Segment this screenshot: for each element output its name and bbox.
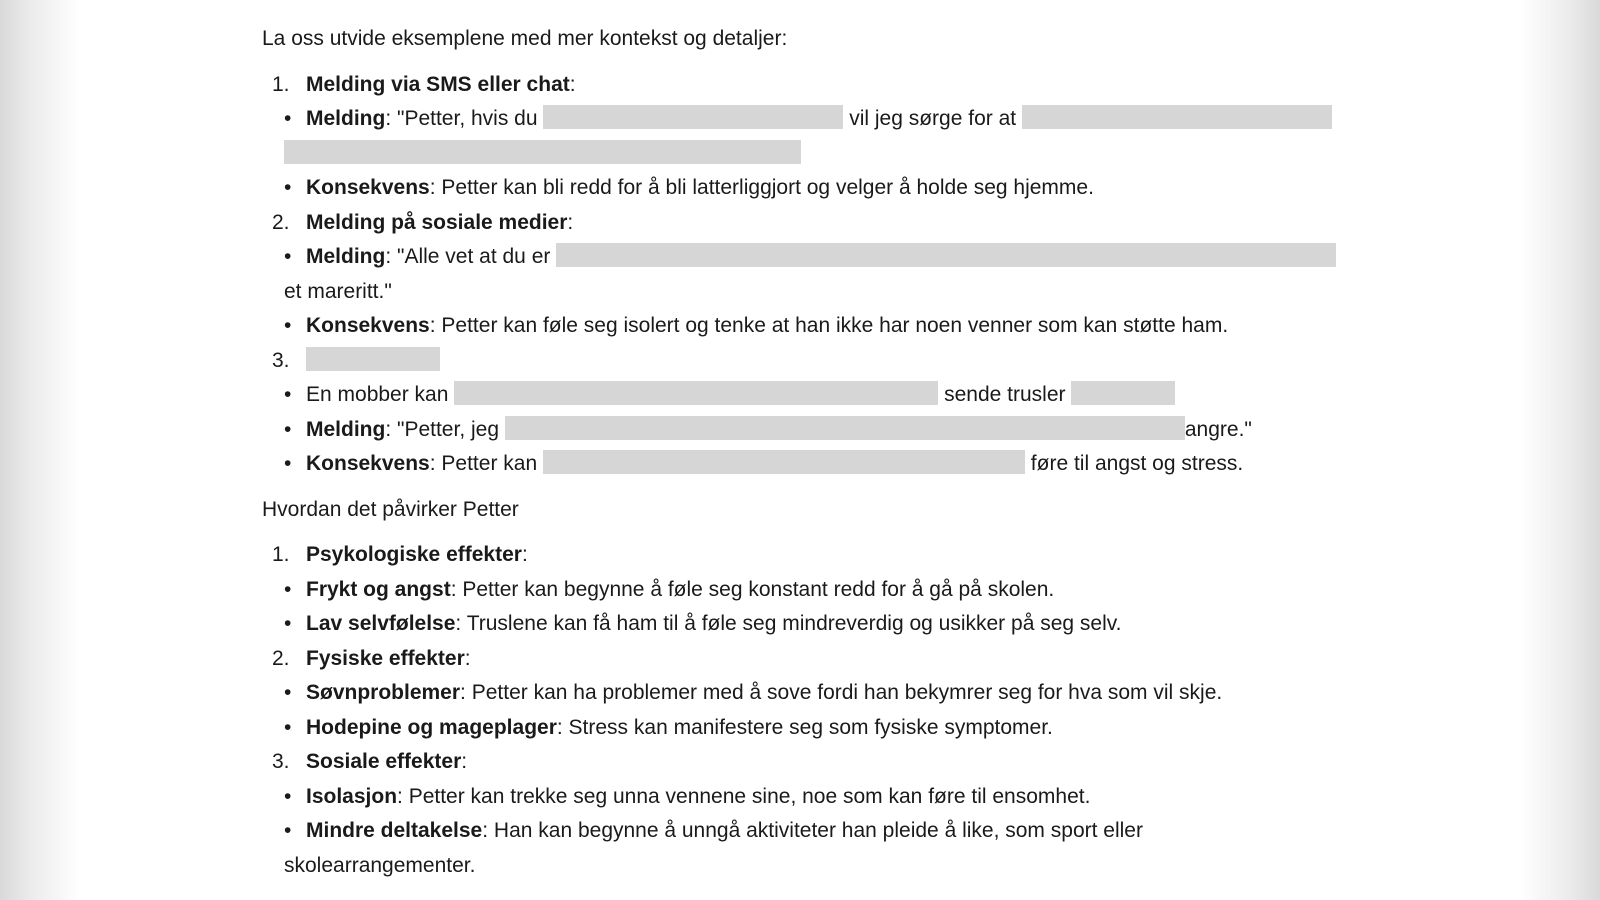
list-heading: Melding via SMS eller chat	[306, 72, 570, 96]
item-text: : Petter kan ha problemer med å sove fordi han bekymrer seg for hva som vil skje.	[460, 681, 1223, 704]
list-item	[262, 447, 1422, 482]
item-text: : Petter kan føle seg isolert og tenke at han ikke har noen venner som kan støtte ham.	[429, 314, 1229, 337]
item-text: : Petter kan	[429, 452, 543, 475]
list-item	[262, 711, 1422, 746]
list-item	[262, 573, 1422, 608]
bullet	[262, 413, 306, 448]
list-item-continuation: et mareritt."	[284, 279, 392, 303]
item-text: : Han kan begynne å unngå aktiviteter han pleide å like, som sport eller	[482, 819, 1143, 842]
redaction-block	[556, 243, 1336, 267]
bullet	[262, 676, 306, 711]
redaction-block	[505, 416, 1185, 440]
list-item	[262, 642, 1422, 677]
list-item	[262, 309, 1422, 344]
list-item	[262, 538, 1422, 573]
bullet	[262, 447, 306, 482]
list-item	[262, 206, 1422, 241]
item-label: Søvnproblemer	[306, 681, 461, 704]
list-item	[262, 745, 1422, 780]
bullet	[262, 711, 306, 746]
item-text: vil jeg sørge for at	[843, 107, 1022, 130]
examples-list	[262, 68, 1422, 482]
list-item	[262, 68, 1422, 103]
item-label: Mindre deltakelse	[306, 819, 483, 842]
item-text: : Petter kan trekke seg unna vennene sine, noe som kan føre til ensomhet.	[397, 784, 1091, 808]
intro-paragraph: La oss utvide eksemplene med mer kontekst og detaljer:	[262, 27, 788, 50]
item-label: Frykt og angst	[306, 577, 451, 601]
list-number: 2.	[272, 210, 290, 234]
bullet	[262, 814, 306, 849]
item-text: En mobber kan	[306, 383, 455, 406]
item-text: : Petter kan begynne å føle seg konstant redd for å gå på skolen.	[450, 577, 1055, 601]
colon: :	[521, 543, 528, 566]
bullet	[262, 378, 306, 413]
list-item-continuation	[262, 137, 1422, 172]
list-number: 3.	[272, 750, 290, 773]
colon: :	[464, 646, 471, 670]
item-label: Hodepine og mageplager	[306, 715, 557, 739]
item-label: Konsekvens	[306, 452, 430, 475]
effects-heading: Hvordan det påvirker Petter	[262, 497, 519, 521]
bullet	[262, 240, 306, 275]
list-item	[262, 344, 1422, 379]
bullet	[262, 573, 306, 608]
item-text: : Truslene kan få ham til å føle seg mindreverdig og usikker på seg selv.	[455, 612, 1122, 635]
item-label: Konsekvens	[306, 176, 430, 199]
item-text: : Petter kan bli redd for å bli latterliggjort og velger å holde seg hjemme.	[429, 176, 1094, 199]
redaction-block	[306, 347, 440, 371]
right-edge-shadow	[1520, 0, 1600, 900]
list-item	[262, 413, 1422, 448]
list-item	[262, 607, 1422, 642]
list-heading: Fysiske effekter	[306, 646, 465, 670]
item-label: Melding	[306, 417, 386, 441]
list-item	[262, 171, 1422, 206]
redaction-block	[1022, 105, 1332, 129]
item-text: : "Alle vet at du er	[385, 245, 557, 268]
redaction-block	[543, 105, 843, 129]
item-text: føre til angst og stress.	[1024, 452, 1244, 475]
list-item	[262, 814, 1422, 849]
list-heading: Psykologiske effekter	[306, 543, 522, 566]
effects-list	[262, 538, 1422, 883]
list-item	[262, 378, 1422, 413]
left-edge-shadow	[0, 0, 80, 900]
item-label: Konsekvens	[306, 314, 430, 337]
bullet	[262, 102, 306, 137]
list-number: 1.	[272, 72, 290, 96]
bullet	[262, 607, 306, 642]
list-number: 2.	[272, 646, 290, 670]
list-number: 1.	[272, 543, 290, 566]
list-item	[262, 240, 1422, 275]
list-heading: Sosiale effekter	[306, 750, 462, 773]
bullet	[262, 309, 306, 344]
item-label: Melding	[306, 245, 386, 268]
colon: :	[461, 750, 468, 773]
redaction-block	[454, 381, 938, 405]
item-label: Isolasjon	[306, 784, 398, 808]
list-item-continuation: skolearrangementer.	[284, 853, 476, 877]
redaction-block	[284, 140, 801, 164]
redaction-block	[1071, 381, 1175, 405]
item-text: : Stress kan manifestere seg som fysiske symptomer.	[556, 715, 1053, 739]
colon: :	[567, 210, 574, 234]
item-text: angre."	[1184, 417, 1252, 441]
item-text: sende trusler	[938, 383, 1072, 406]
list-item	[262, 676, 1422, 711]
list-number: 3.	[272, 348, 290, 372]
item-text: : "Petter, jeg	[385, 417, 505, 441]
document-body	[262, 22, 1422, 883]
list-heading: Melding på sosiale medier	[306, 210, 568, 234]
list-item	[262, 102, 1422, 137]
bullet	[262, 171, 306, 206]
redaction-block	[543, 450, 1025, 474]
list-item	[262, 780, 1422, 815]
item-label: Melding	[306, 107, 386, 130]
bullet	[262, 780, 306, 815]
item-text: : "Petter, hvis du	[385, 107, 544, 130]
item-label: Lav selvfølelse	[306, 612, 456, 635]
colon: :	[569, 72, 576, 96]
